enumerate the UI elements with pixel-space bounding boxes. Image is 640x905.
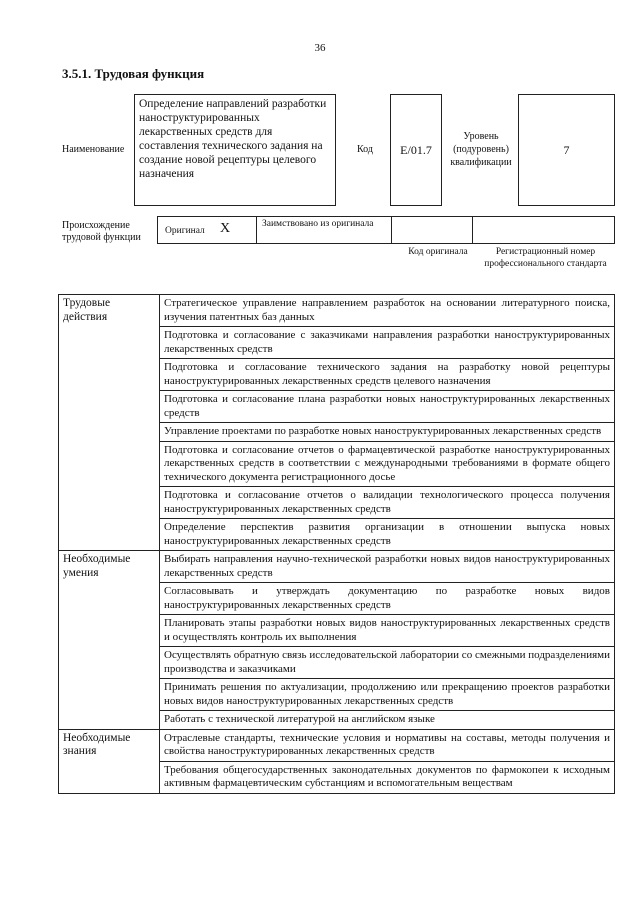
level-value: 7 (563, 142, 570, 157)
knowledge-item: Требования общегосударственных законодательных документов по фармокопеи к исходным активным фармацевтическим субстанциям и вспомогательным веществам (160, 761, 615, 793)
skills-item: Выбирать направления научно-технической разработки новых видов наноструктурированных лекарственных средств (160, 551, 615, 583)
labor-actions-item: Стратегическое управление направлением разработок на основании литературного поиска, изучения патентных баз данных (160, 295, 615, 327)
labor-actions-item: Подготовка и согласование отчетов о валидации технологического процесса получения наноструктурированных лекарственных средств (160, 487, 615, 519)
code-value: E/01.7 (400, 142, 432, 157)
skills-item: Работать с технической литературой на английском языке (160, 711, 615, 730)
skills-item: Согласовывать и утверждать документацию по разработке новых видов наноструктурированных лекарственных средств (160, 583, 615, 615)
labor-actions-label: Трудовые действия (59, 295, 160, 551)
code-original-label: Код оригинала (408, 247, 468, 257)
code-label: Код (357, 144, 373, 155)
reg-number-label: Регистрационный номер профессионального стандарта (484, 247, 607, 269)
skills-item: Осуществлять обратную связь исследовательской лаборатории со смежными подразделениями производства и заказчиками (160, 647, 615, 679)
skills-label: Необходимые умения (59, 551, 160, 730)
origin-label: Происхождение трудовой функции (62, 220, 141, 243)
knowledge-label: Необходимые знания (59, 729, 160, 793)
borrowed-label: Заимствовано из оригинала (262, 219, 374, 229)
knowledge-row (59, 729, 615, 761)
original-label: Оригинал (165, 226, 205, 236)
labor-actions-item: Подготовка и согласование с заказчиками направления разработки наноструктурированных лекарственных средств (160, 327, 615, 359)
function-name-box (134, 94, 336, 206)
skills-item: Планировать этапы разработки новых видов наноструктурированных лекарственных средств и осуществлять контроль их выполнения (160, 615, 615, 647)
level-label: Уровень (подуровень) квалификации (450, 131, 512, 168)
skills-item: Принимать решения по актуализации, продолжению или прекращению проектов разработки новых видов наноструктурированных лекарственных средств (160, 679, 615, 711)
origin-row (157, 216, 615, 244)
labor-actions-item: Подготовка и согласование плана разработки новых наноструктурированных лекарственных средств (160, 391, 615, 423)
labor-actions-item: Подготовка и согласование технического задания на разработку новой рецептуры наноструктурированных лекарственных средств целевого назначения (160, 359, 615, 391)
function-table (58, 294, 615, 794)
original-mark: X (220, 221, 231, 236)
labor-actions-item: Управление проектами по разработке новых наноструктурированных лекарственных средств (160, 423, 615, 442)
skills-row (59, 551, 615, 583)
labor-actions-item: Определение перспектив развития организации в отношении выпуска новых наноструктурированных лекарственных средств (160, 519, 615, 551)
function-name: Определение направлений разработки наноструктурированных лекарственных средств для составления технического задания на создание новой рецептуры целевого назначения (139, 98, 327, 180)
code-box (390, 94, 442, 206)
level-box (518, 94, 615, 206)
name-label: Наименование (62, 144, 125, 155)
section-title: 3.5.1. Трудовая функция (62, 66, 205, 81)
labor-actions-row (59, 295, 615, 327)
labor-actions-item: Подготовка и согласование отчетов о фармацевтической разработке наноструктурированных лекарственных средств в соответствии с международными требованиями в формате общего технического документа регистрационного досье (160, 441, 615, 487)
page-number: 36 (314, 42, 326, 54)
knowledge-item: Отраслевые стандарты, технические условия и нормативы на составы, методы получения и свойства наноструктурированных лекарственных средств (160, 729, 615, 761)
